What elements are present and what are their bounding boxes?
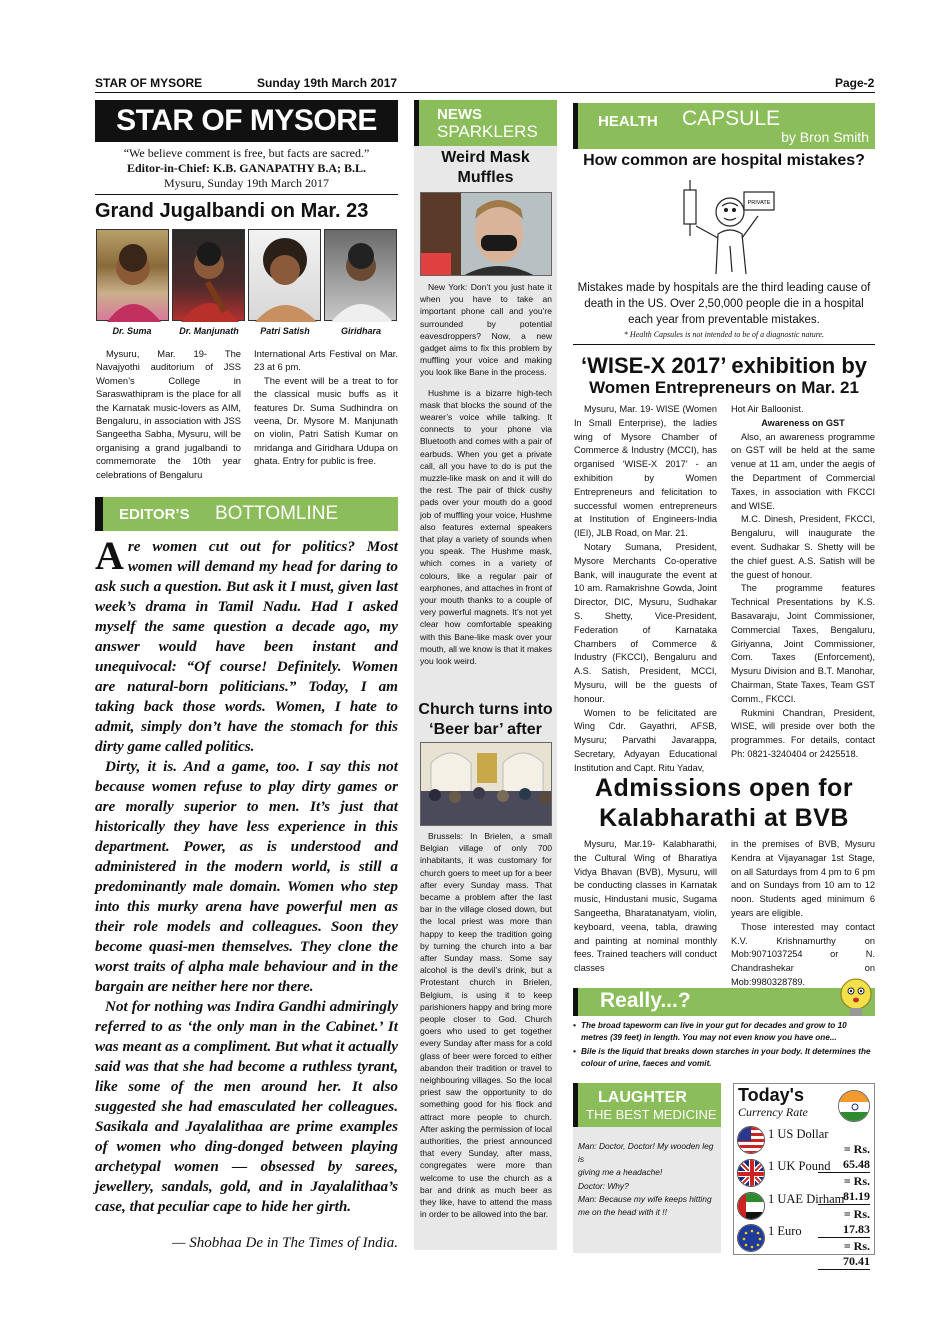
currency-name: 1 UK Pound <box>768 1159 831 1173</box>
laughter-band-bold: LAUGHTER <box>598 1089 687 1106</box>
really-band <box>573 988 875 1016</box>
wise-headline-2: Women Entrepreneurs on Mar. 21 <box>589 378 859 397</box>
jugalbandi-para: The event will be a treat to for the classical music buffs as it features Dr. Suma Sudhindra on veena, Dr. Mysore M. Manjunath on violin, Patri Satish Kumar on mridanga and Giridhara Udupa on ghata. Entry for public is free. <box>254 374 398 467</box>
editorial-para: Not for nothing was Indira Gandhi admiringly referred to as ‘the only man in the Cabinet.’ It was meant as a compliment. But what it actually said was that she had become a ruthless tyrant, like some of the men around her. It also suggested she had emasculated her colleagues. Sasikala and Jayalalithaa are prime examples of women who ding-donged between playing archetypal women — obsessed by sarees, jewellery, sandals, gold, and in Jayalalithaa’s case, that peculiar cape to hide her girth. <box>95 998 398 1215</box>
header-page-number: Page-2 <box>835 76 875 90</box>
admissions-headline-2: Kalabharathi at BVB <box>599 804 849 832</box>
joke-line: giving me a headache! <box>578 1167 663 1178</box>
headline-line: Church turns into <box>418 701 553 718</box>
health-body: Mistakes made by hospitals are the third leading cause of death in the US. Over 2,50,000 people die in a hospital each year from preventable mistakes. <box>577 282 871 326</box>
story-para: Brussels: In Brielen, a small Belgian village of only 700 inhabitants, it was customary for church goers to meet up for a beer after every Sunday mass. That became a problem after the last bar in the village closed down, but the local priest was more than happy to keep the tradition going by turning the church into a bar after Sunday mass. Some say alcohol is the devil’s drink, but a Protestant church in Brielen, Belgium, is using it to keep parishioners happy and bring more people closer to God. Church goers who used to get together every Sunday after mass for a cold glass of beer were forced to either abandon their tradition or travel to neighbouring villages. So the local priest saw the opportunity to do something good for his flock and attract more people to church. After asking the permission of local authorities, the priest announced that every Sunday, after mass, congregates were more than welcome to use the church as a bar and drink as much beer as they like, have to attend the mass in order to be allowed into the bar. <box>420 831 552 1220</box>
masthead-block <box>95 146 398 191</box>
wise-para: Also, an awareness programme on GST will be held at the same venue at 11 am, under the aegis of the Department of Commercial Taxes, in association with FKCCI and WISE. <box>731 431 875 511</box>
wise-col-1 <box>574 403 717 776</box>
really-fact: • Bile is the liquid that breaks down starches in your body. It determines the colour of urine, faeces and vomit. <box>573 1046 875 1070</box>
weird-mask-story <box>420 281 552 667</box>
really-facts <box>573 1020 875 1072</box>
lightbulb-icon <box>836 976 876 1018</box>
currency-name: 1 US Dollar <box>768 1127 829 1141</box>
jugalbandi-para: Mysuru, Mar. 19- The Navajyothi auditorium of JSS Women’s College in Saraswathipram is the place for all the Karnatak music-lovers as AIM, Bengaluru, in association with JSS Sangeetha Sabha, Mysuru, will be organising a grand jugalbandi to commemorate the 10th year celebrations of Bengaluru <box>96 348 241 480</box>
currency-value: = Rs. 81.19 <box>818 1174 870 1205</box>
jugalbandi-headline: Grand Jugalbandi on Mar. 23 <box>95 200 369 222</box>
admissions-col-1 <box>574 838 717 976</box>
news-sparklers-band <box>414 100 557 146</box>
health-disclaimer: * Health Capsules is not intended to be of a diagnostic nature. <box>623 330 825 339</box>
us-flag-icon <box>737 1126 765 1154</box>
drop-cap: A <box>95 533 124 578</box>
headline-line: Weird Mask <box>441 149 530 166</box>
joke-line: Man: Because my wife keeps hitting me on the head with it !! <box>578 1193 712 1218</box>
uae-flag-icon <box>737 1192 765 1220</box>
photo-giridhara <box>324 229 397 321</box>
editorial-text <box>95 533 398 1217</box>
admissions-col-2 <box>731 838 875 990</box>
really-band-label: Really...? <box>600 989 691 1012</box>
photo-patri-satish <box>248 229 321 321</box>
wise-para: M.C. Dinesh, President, FKCCI, Bengaluru, will inaugurate the event. Sudhakar S. Shetty will be the chief guest. A.S. Satish will be the guest of honour. <box>731 514 875 580</box>
admissions-para: Those interested may contact K.V. Krishnamurthy on Mob:9071037254 or N. Chandrashekar on Mob:9980328789. <box>731 921 875 987</box>
editorial-para: Dirty, it is. And a game, too. I say this not because women refuse to play dirty games or are morally superior to men. It’s just that historically they have less experience in this department. Power, as is understood and administered in the modern world, is still a predominantly male domain. Women who step into this murky arena have powerful men as their role models and colleagues. Soon they become quasi-men themselves. They clone the worst traits of alpha male behaviour and in the bargain are neither here nor there. <box>95 758 398 995</box>
header-date: Sunday 19th March 2017 <box>257 76 398 90</box>
health-rule <box>573 344 875 345</box>
really-fact: • The broad tapeworm can live in your gut for decades and grow to 10 metres (39 feet) in length. You may not even know you have one... <box>573 1020 875 1044</box>
masthead-rule <box>95 194 398 195</box>
editors-bottomline-band <box>95 497 398 531</box>
masthead-dateline: Mysuru, Sunday 19th March 2017 <box>164 176 329 190</box>
health-capsule-band <box>573 103 875 149</box>
currency-name: 1 Euro <box>768 1224 802 1238</box>
jugalbandi-col-1 <box>96 347 241 481</box>
wise-para: Mysuru, Mar. 19- WISE (Women In Small Enterprise), the ladies wing of Mysore Chamber of Commerce & Industry (MCCI), has organised ‘WISE-X 2017’ - an exhibition by Women Entrepreneurs and felicitation to successful women entrepreneurs at Institution of Engineers-India (IEI), JLB Road, on Mar. 21. <box>574 404 717 539</box>
photo-dr-suma <box>96 229 169 321</box>
editorial-byline: — Shobhaa De in The Times of India. <box>172 1235 398 1251</box>
currency-name: 1 UAE Dirham <box>768 1192 845 1206</box>
caption-patri-satish: Patri Satish <box>260 326 310 336</box>
caption-giridhara: Giridhara <box>340 326 381 336</box>
weird-mask-headline <box>414 148 557 188</box>
currency-value: = Rs. 65.48 <box>818 1142 870 1173</box>
editors-band-thin: BOTTOMLINE <box>215 503 339 524</box>
masthead-title: STAR OF MYSORE <box>95 100 398 142</box>
editor-in-chief: Editor-in-Chief: K.B. GANAPATHY B.A; B.L. <box>127 161 366 175</box>
editorial-para: re women cut out for politics? Most women will demand my head for daring to ask such a question. But ask it I must, given last week’s drama in Tamil Nadu. Had I asked myself the same question a decade ago, my answer would have been instant and unequivocal: “Of course! Definitely. Women are natural-born politicians.” Today, I am taking back those words. Women, I hate to admit, simply don’t have the stomach for this dirty game called politics. <box>95 538 398 755</box>
health-band-author: by Bron Smith <box>781 129 869 145</box>
laughter-joke <box>578 1140 718 1219</box>
wise-para: The programme features Technical Presentations by K.S. Basavaraju, Joint Commissioner, Commercial Taxes, Bengaluru, Giriyanna, Joint Commissioner, Com. Taxes (Enforcement), Mysuru Division and B.T. Manohar, Chairman, State Taxes, Team GST Comm., FKCCI. <box>731 583 875 704</box>
caption-dr-manjunath: Dr. Manjunath <box>179 326 239 336</box>
laughter-band-thin: THE BEST MEDICINE <box>586 1107 717 1122</box>
news-band-thin: SPARKLERS <box>437 122 538 141</box>
story-para: New York: Don’t you just hate it when you have to take an important phone call and you’re surrounded by potential eavesdroppers? Now, a new gadget aims to fix this problem by muffling your voice and making you look like Bane in the process. <box>420 282 552 378</box>
gst-subhead: Awareness on GST <box>761 417 845 428</box>
wise-headline-1: ‘WISE-X 2017’ exhibition by <box>580 353 868 378</box>
photo-dr-manjunath <box>172 229 245 321</box>
headline-line: ‘Beer bar’ after <box>429 721 542 738</box>
news-band-bold: NEWS <box>437 106 482 123</box>
admissions-para: Mysuru, Mar.19- Kalabharathi, the Cultural Wing of Bharatiya Vidya Bhavan (BVB), Mysuru, will be conducting classes in Karnatak music, Hindustani music, Sugama Sangeetha, Bharatanatyam, violin, keyboard, veena, tabla, drawing and painting at nominal monthly fees. Trained teachers will conduct classes <box>574 839 717 974</box>
wise-para: Hot Air Balloonist. <box>731 404 804 414</box>
joke-line: Man: Doctor, Doctor! My wooden leg is <box>578 1141 714 1165</box>
currency-value: = Rs. 70.41 <box>818 1239 870 1270</box>
doctor-cartoon <box>670 176 780 276</box>
cartoon-sign-text: PRIVATE <box>747 200 771 206</box>
admissions-headline-1: Admissions open for <box>594 774 854 802</box>
jugalbandi-col-2 <box>254 347 398 468</box>
admissions-para: in the premises of BVB, Mysuru Kendra at Vijayanagar 1st Stage, on all Saturdays from 4 pm to 6 pm and on Sundays from 10 am to 12 noon. Students aged minimum 6 years are eligible. <box>731 839 875 918</box>
currency-title: Today's <box>738 1085 804 1105</box>
jugalbandi-para: International Arts Festival on Mar. 23 at 6 pm. <box>254 348 398 373</box>
wise-para: Rukmini Chandran, President, WISE, will preside over both the programmes. For details, contact Ph: 0821-3240404 or 2425518. <box>731 707 875 759</box>
eu-flag-icon <box>737 1224 765 1252</box>
editors-band-bold: EDITOR’S <box>119 506 190 523</box>
story-para: Hushme is a bizarre high-tech mask that blocks the sound of the wearer’s voice while talking. It connects to your phone via Bluetooth and comes with a pair of earbuds. When you get a private call, all you have to do is put the muzzle-like mask on and it will do the rest. The pair of thick cushy pads over your mouth do a good job of muffling your voice, Hushme also features external speakers that play a variety of sounds when you speak. The Hushme mask, which comes in a variety of colours, like a regular pair of earphones, and attaches in front of your mouth thanks to a couple of very powerful magnets. It’s not yet clear how comfortable speaking with this Bane-like mask over your mouth, all we know is that it makes you look weird. <box>420 387 552 667</box>
wise-para: Notary Sumana, President, Mysore Merchants Co-operative Bank, will inaugurate the event at 10 am. Ramakrishne Gowda, Joint Director, DIC, Mysuru, Sudhakar S. Shetty, Vice-President, Federation of Karnataka Chambers of Commerce & Industry (FKCCI), Bengaluru and A.S. Satish, President, MCCI, Mysuru, will be the guests of honour. <box>574 541 717 704</box>
wise-col-2 <box>731 403 875 762</box>
caption-dr-suma: Dr. Suma <box>112 326 152 336</box>
laughter-band <box>573 1083 721 1127</box>
currency-value: = Rs. 17.83 <box>818 1207 870 1238</box>
header-rule <box>95 92 875 93</box>
header-paper-name: STAR OF MYSORE <box>95 76 203 90</box>
wise-para: Women to be felicitated are Wing Cdr. Gayathri, AFSB, Mysuru; Parvathi Javarappa, Secretary, Adyayan Educational Institution and Capt. Ritu Yadav, <box>574 707 717 773</box>
church-photo <box>420 742 552 826</box>
church-story <box>420 830 552 1221</box>
mask-photo <box>420 192 552 276</box>
health-question: How common are hospital mistakes? <box>583 152 865 169</box>
joke-line: Doctor: Why? <box>578 1180 629 1191</box>
india-flag-icon <box>838 1090 870 1122</box>
health-band-thin: CAPSULE <box>682 107 781 130</box>
headline-line: Muffles <box>457 169 514 186</box>
motto: “We believe comment is free, but facts are sacred.” <box>123 146 370 160</box>
currency-subtitle: Currency Rate <box>738 1105 808 1119</box>
health-band-bold: HEALTH <box>598 113 658 130</box>
uk-flag-icon <box>737 1159 765 1187</box>
